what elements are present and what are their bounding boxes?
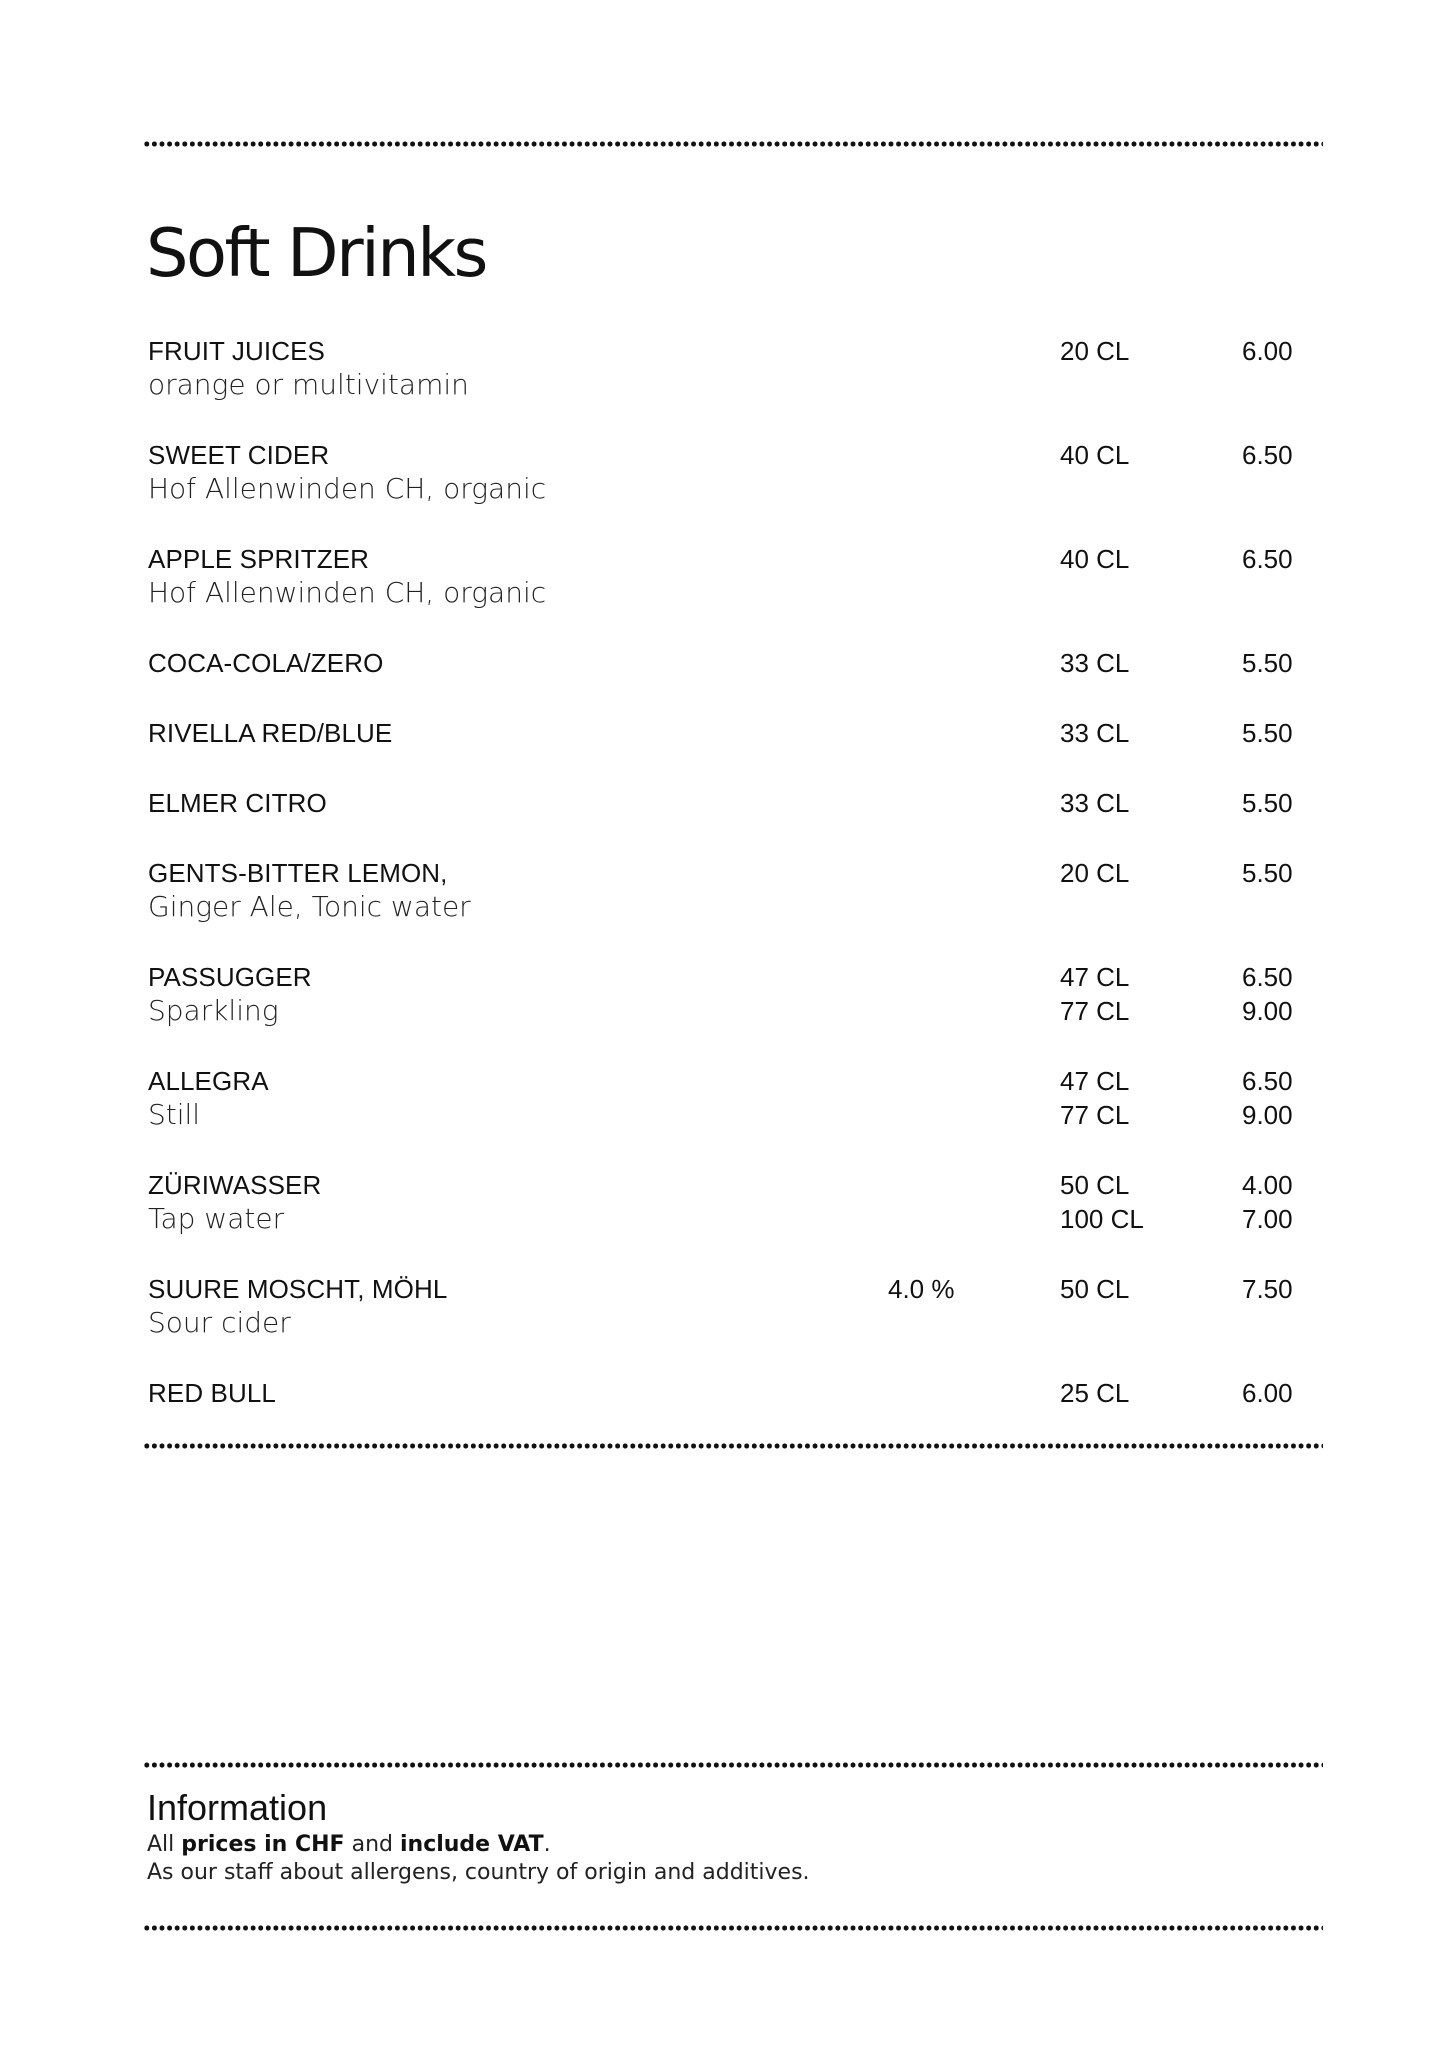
- item-price: 5.50: [1242, 788, 1293, 818]
- item-price: 7.50: [1242, 1274, 1293, 1304]
- item-price: 6.50: [1242, 440, 1293, 470]
- item-price: 6.00: [1242, 336, 1293, 366]
- dotted-divider-info-bottom: [143, 1925, 1323, 1931]
- item-description: Tap water: [148, 1202, 285, 1235]
- item-name: RED BULL: [148, 1378, 276, 1408]
- item-abv: 4.0 %: [888, 1274, 955, 1304]
- item-volume: 33 CL: [1060, 648, 1130, 678]
- item-volume-list: [1060, 1064, 1129, 1132]
- item-volume-list: [1060, 1168, 1144, 1236]
- item-name: FRUIT JUICES: [148, 336, 325, 366]
- item-volume: 77 CL: [1060, 1100, 1130, 1130]
- item-volume-list: [1060, 960, 1129, 1028]
- dotted-divider-bottom: [143, 1443, 1323, 1449]
- item-price: 5.50: [1242, 718, 1293, 748]
- item-name: ZÜRIWASSER: [148, 1170, 322, 1200]
- item-volume: 50 CL: [1060, 1274, 1130, 1304]
- info-title: Information: [147, 1787, 328, 1828]
- item-price: 9.00: [1242, 1100, 1293, 1130]
- item-volume: 25 CL: [1060, 1378, 1130, 1408]
- item-name: GENTS-BITTER LEMON,: [148, 858, 448, 888]
- item-name: ALLEGRA: [148, 1066, 269, 1096]
- item-volume: 20 CL: [1060, 336, 1130, 366]
- item-volume: 77 CL: [1060, 996, 1130, 1026]
- item-price: 6.00: [1242, 1378, 1293, 1408]
- item-description: Sour cider: [148, 1306, 291, 1339]
- item-price-list: [1242, 1168, 1293, 1236]
- item-name: PASSUGGER: [148, 962, 312, 992]
- dotted-divider-top: [143, 141, 1323, 147]
- page-title: Soft Drinks: [146, 214, 486, 292]
- item-name: SWEET CIDER: [148, 440, 330, 470]
- info-line-prices: [147, 1831, 551, 1859]
- item-volume: 47 CL: [1060, 962, 1130, 992]
- item-description: orange or multivitamin: [148, 368, 469, 401]
- item-price: 6.50: [1242, 962, 1293, 992]
- item-description: Hof Allenwinden CH, organic: [148, 472, 547, 505]
- item-price: 5.50: [1242, 648, 1293, 678]
- item-volume: 50 CL: [1060, 1170, 1130, 1200]
- item-description: Sparkling: [148, 994, 279, 1027]
- item-description: Hof Allenwinden CH, organic: [148, 576, 547, 609]
- item-price: 9.00: [1242, 996, 1293, 1026]
- item-volume: 40 CL: [1060, 544, 1130, 574]
- info-text: and: [344, 1832, 400, 1857]
- item-price-list: [1242, 1064, 1293, 1132]
- item-name: APPLE SPRITZER: [148, 544, 370, 574]
- info-text-bold: prices in CHF: [181, 1832, 345, 1857]
- item-description: Ginger Ale, Tonic water: [148, 890, 471, 923]
- item-volume: 47 CL: [1060, 1066, 1130, 1096]
- item-price: 4.00: [1242, 1170, 1293, 1200]
- info-text: All: [147, 1832, 182, 1857]
- item-volume: 20 CL: [1060, 858, 1130, 888]
- item-name: SUURE MOSCHT, MÖHL: [148, 1274, 448, 1304]
- info-text-bold: include VAT: [399, 1832, 544, 1857]
- info-text: .: [543, 1832, 551, 1857]
- item-price: 6.50: [1242, 544, 1293, 574]
- item-price: 5.50: [1242, 858, 1293, 888]
- item-name: RIVELLA RED/BLUE: [148, 718, 393, 748]
- item-price: 7.00: [1242, 1204, 1293, 1234]
- dotted-divider-info-top: [143, 1762, 1323, 1768]
- item-price: 6.50: [1242, 1066, 1293, 1096]
- item-price-list: [1242, 960, 1293, 1028]
- item-volume: 33 CL: [1060, 718, 1130, 748]
- item-name: ELMER CITRO: [148, 788, 327, 818]
- item-name: COCA-COLA/ZERO: [148, 648, 384, 678]
- item-volume: 33 CL: [1060, 788, 1130, 818]
- item-description: Still: [148, 1098, 201, 1131]
- item-volume: 100 CL: [1060, 1204, 1144, 1234]
- info-line-allergens: As our staff about allergens, country of origin and additives.: [147, 1860, 810, 1885]
- item-volume: 40 CL: [1060, 440, 1130, 470]
